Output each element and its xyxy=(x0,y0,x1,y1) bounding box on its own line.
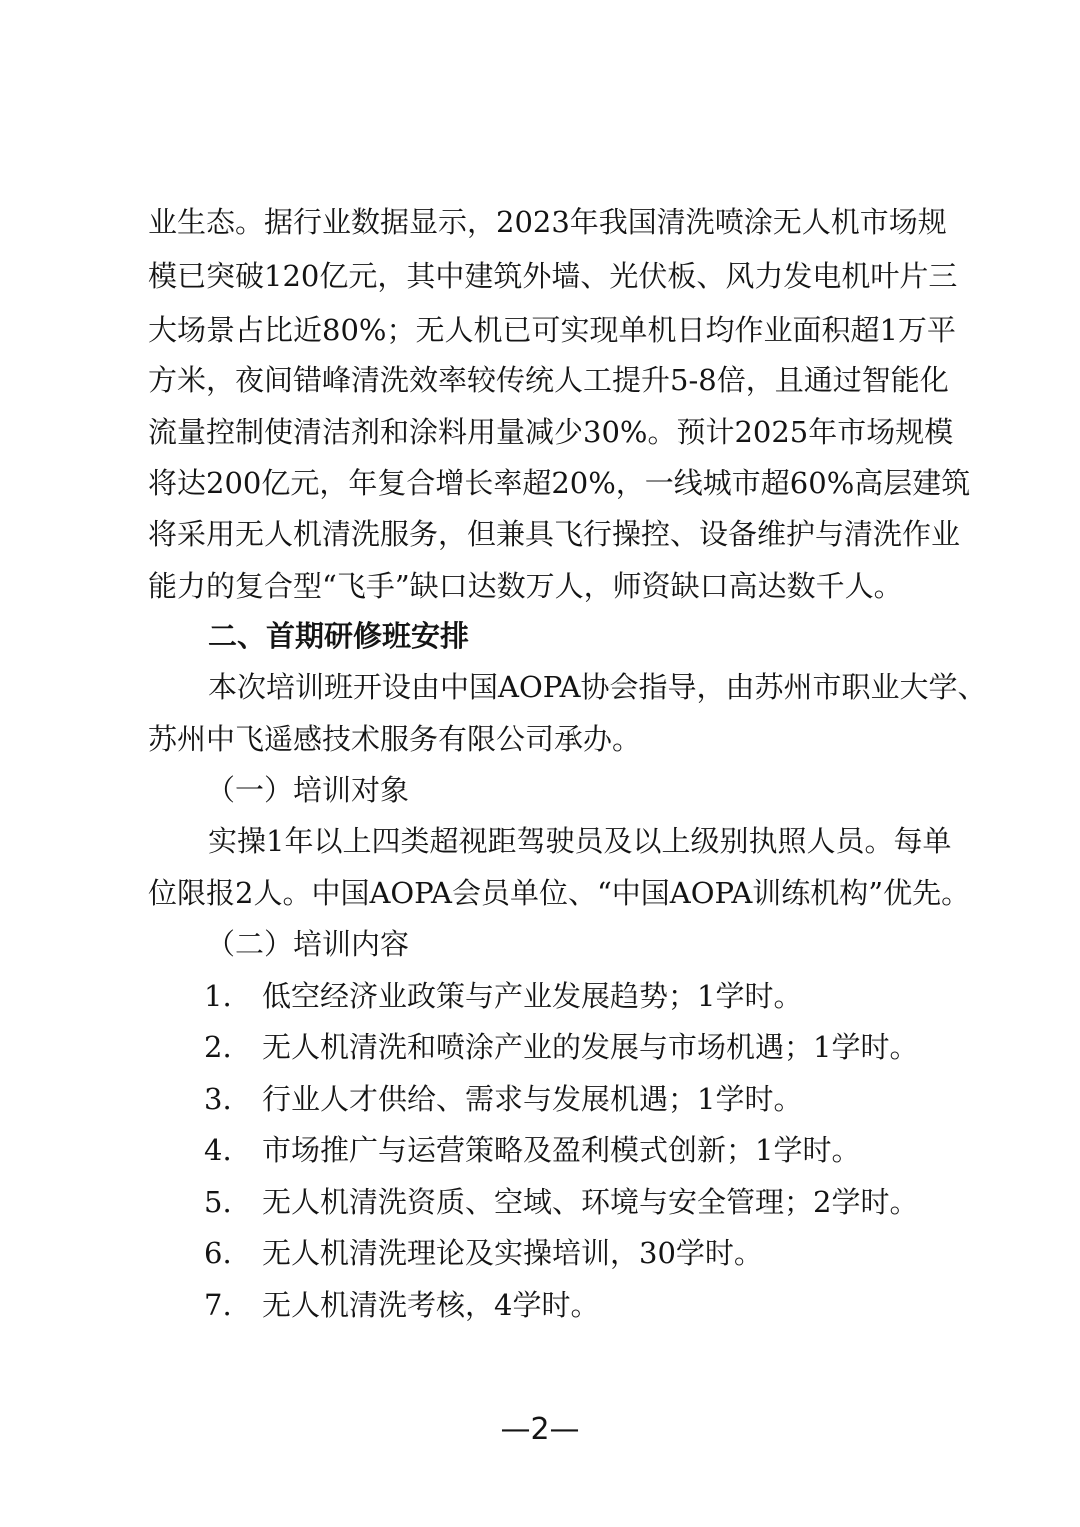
list-item-number: 4. xyxy=(204,1133,232,1167)
list-item-text: 行业人才供给、需求与发展机遇；1学时。 xyxy=(262,1082,803,1116)
list-item-text: 无人机清洗理论及实操培训，30学时。 xyxy=(262,1236,763,1270)
list-item-text: 无人机清洗和喷涂产业的发展与市场机遇；1学时。 xyxy=(262,1030,919,1064)
section-heading: 二、首期研修班安排 xyxy=(208,619,470,653)
text-line: 业生态。据行业数据显示，2023年我国清洗喷涂无人机市场规 xyxy=(148,205,947,239)
list-item-number: 3. xyxy=(204,1082,232,1116)
list-item-text: 无人机清洗考核，4学时。 xyxy=(262,1288,600,1322)
page-number: —2— xyxy=(500,1412,580,1447)
subsection-heading-target: （一）培训对象 xyxy=(206,773,410,807)
list-item-number: 1. xyxy=(204,979,232,1013)
text-line: 模已突破120亿元，其中建筑外墙、光伏板、风力发电机叶片三 xyxy=(148,259,958,293)
list-item xyxy=(204,974,802,1018)
list-item-number: 2. xyxy=(204,1030,232,1064)
text-line: 将达200亿元，年复合增长率超20%，一线城市超60%高层建筑 xyxy=(148,466,971,500)
list-item xyxy=(204,1283,599,1327)
list-item-text: 市场推广与运营策略及盈利模式创新；1学时。 xyxy=(262,1133,861,1167)
list-item xyxy=(204,1180,918,1224)
text-line: 本次培训班开设由中国AOPA协会指导，由苏州市职业大学、 xyxy=(208,670,987,704)
text-line: 流量控制使清洁剂和涂料用量减少30%。预计2025年市场规模 xyxy=(148,415,954,449)
text-line: 大场景占比近80%；无人机已可实现单机日均作业面积超1万平 xyxy=(148,313,956,347)
text-line: 能力的复合型“飞手”缺口达数万人，师资缺口高达数千人。 xyxy=(148,569,903,603)
text-line: 方米，夜间错峰清洗效率较传统人工提升5-8倍，且通过智能化 xyxy=(148,363,949,397)
text-line: 将采用无人机清洗服务，但兼具飞行操控、设备维护与清洗作业 xyxy=(148,517,961,551)
list-item xyxy=(204,1128,860,1172)
list-item-number: 5. xyxy=(204,1185,232,1219)
list-item xyxy=(204,1025,918,1069)
list-item xyxy=(204,1077,802,1121)
list-item-text: 低空经济业政策与产业发展趋势；1学时。 xyxy=(262,979,803,1013)
text-line: 苏州中飞遥感技术服务有限公司承办。 xyxy=(148,722,642,756)
list-item-number: 7. xyxy=(204,1288,232,1322)
list-item-text: 无人机清洗资质、空域、环境与安全管理；2学时。 xyxy=(262,1185,919,1219)
text-line: 位限报2人。中国AOPA会员单位、“中国AOPA训练机构”优先。 xyxy=(148,876,971,910)
list-item xyxy=(204,1231,763,1275)
text-line: 实操1年以上四类超视距驾驶员及以上级别执照人员。每单 xyxy=(208,824,952,858)
list-item-number: 6. xyxy=(204,1236,232,1270)
subsection-heading-content: （二）培训内容 xyxy=(206,927,410,961)
